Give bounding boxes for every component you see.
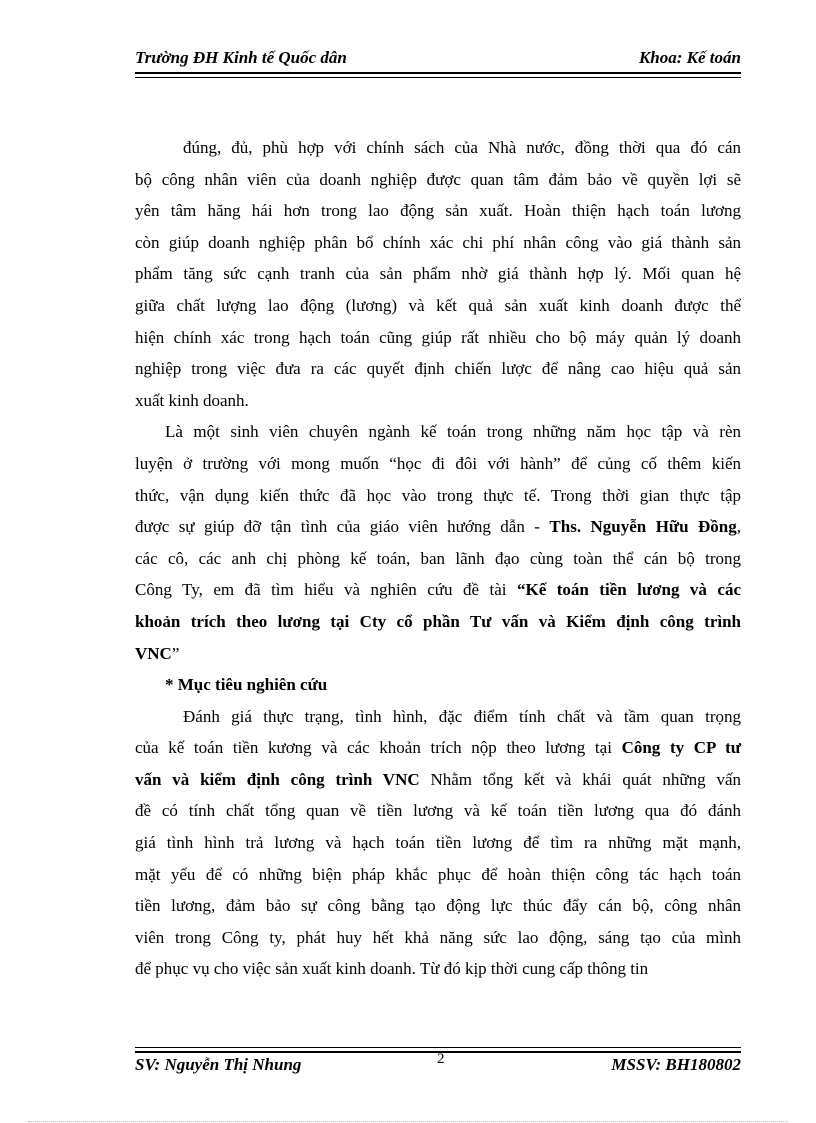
body-text: của kế toán tiền kương và các khoản trích nộp theo lương tại [135, 738, 622, 758]
body-text: Nhằm tổng kết và khái quát những vấn [419, 769, 741, 789]
body-text: được sự giúp đỡ tận tình của giáo viên hướng dẫn - [135, 517, 550, 537]
section-heading: * Mục tiêu nghiên cứu [165, 675, 328, 695]
body-line: phẩm tăng sức cạnh tranh của sản phẩm nhờ giá thành hợp lý. Mối quan hệ [135, 264, 741, 284]
body-line [135, 732, 741, 764]
header-rule-thin [135, 77, 741, 78]
footer-student-id: MSSV: BH180802 [611, 1055, 741, 1074]
footer-student-name: SV: Nguyễn Thị Nhung [135, 1055, 302, 1074]
body-line: tiền lương, đảm bảo sự công bằng tạo động lực thúc đẩy cán bộ, công nhân [135, 896, 741, 916]
thesis-title-line: khoản trích theo lương tại Cty cổ phần Tư vấn và Kiểm định công trình [135, 611, 741, 631]
body-line: xuất kinh doanh. [135, 390, 249, 410]
body-text: Công Ty, em đã tìm hiểu và nghiên cứu đề tài [135, 580, 517, 600]
body-line: mặt yếu để có những biện pháp khắc phục để hoàn thiện công tác hạch toán [135, 864, 741, 884]
company-name: Công ty CP tư [621, 738, 741, 758]
body-line: giá tình hình trả lương và hạch toán tiền lương để tìm ra những mặt mạnh, [135, 833, 741, 853]
body-line: các cô, các anh chị phòng kế toán, ban lãnh đạo cùng toàn thể cán bộ trong [135, 548, 741, 568]
company-name: vấn và kiểm định công trình VNC [135, 769, 420, 789]
page-header [135, 48, 741, 74]
header-school: Trường ĐH Kinh tế Quốc dân [135, 48, 347, 67]
body-line: bộ công nhân viên của doanh nghiệp được quan tâm đảm bảo về quyền lợi sẽ [135, 169, 741, 189]
body-text: , [736, 517, 741, 537]
page-bottom-dotted-line [28, 1121, 788, 1122]
body-line: luyện ở trường với mong muốn “học đi đôi với hành” để củng cố thêm kiến [135, 453, 741, 473]
body-line: Là một sinh viên chuyên ngành kế toán trong những năm học tập và rèn [165, 422, 741, 442]
body-line: còn giúp doanh nghiệp phân bổ chính xác chi phí nhân công vào giá thành sản [135, 232, 741, 252]
body-line: thức, vận dụng kiến thức đã học vào trong thực tế. Trong thời gian thực tập [135, 485, 741, 505]
body-text: ” [171, 643, 180, 663]
body-line: Đánh giá thực trạng, tình hình, đặc điểm tính chất và tầm quan trọng [183, 706, 741, 726]
header-rule-thick [135, 72, 741, 74]
body-line [135, 638, 741, 670]
body-line: để phục vụ cho việc sản xuất kinh doanh. Từ đó kịp thời cung cấp thông tin [135, 959, 649, 979]
document-body [135, 132, 741, 985]
body-line: giữa chất lượng lao động (lương) và kết quả sản xuất kinh doanh được thể [135, 295, 741, 315]
page-number: 2 [437, 1051, 445, 1067]
body-line: đúng, đủ, phù hợp với chính sách của Nhà nước, đồng thời qua đó cán [183, 138, 741, 157]
body-line [135, 511, 741, 543]
body-line [135, 764, 741, 796]
body-line: đề có tính chất tổng quan về tiền lương và kế toán tiền lương qua đó đánh [135, 801, 741, 821]
thesis-title: “Kế toán tiền lương và các [516, 580, 741, 600]
thesis-title: VNC [135, 643, 172, 663]
body-line: hiện chính xác trong hạch toán cũng giúp rất nhiều cho bộ máy quản lý doanh [135, 327, 741, 347]
body-line [135, 574, 741, 606]
body-line: nghiệp trong việc đưa ra các quyết định chiến lược để nâng cao hiệu quả sản [135, 359, 741, 379]
page-footer [135, 1047, 741, 1077]
body-line: viên trong Công ty, phát huy hết khả năng sức lao động, sáng tạo của mình [135, 927, 741, 947]
footer-rule-thin [135, 1047, 741, 1048]
header-faculty: Khoa: Kế toán [638, 48, 741, 67]
body-line: yên tâm hăng hái hơn trong lao động sản xuất. Hoàn thiện hạch toán lương [135, 201, 741, 221]
advisor-name: Ths. Nguyễn Hữu Đồng [549, 517, 737, 537]
